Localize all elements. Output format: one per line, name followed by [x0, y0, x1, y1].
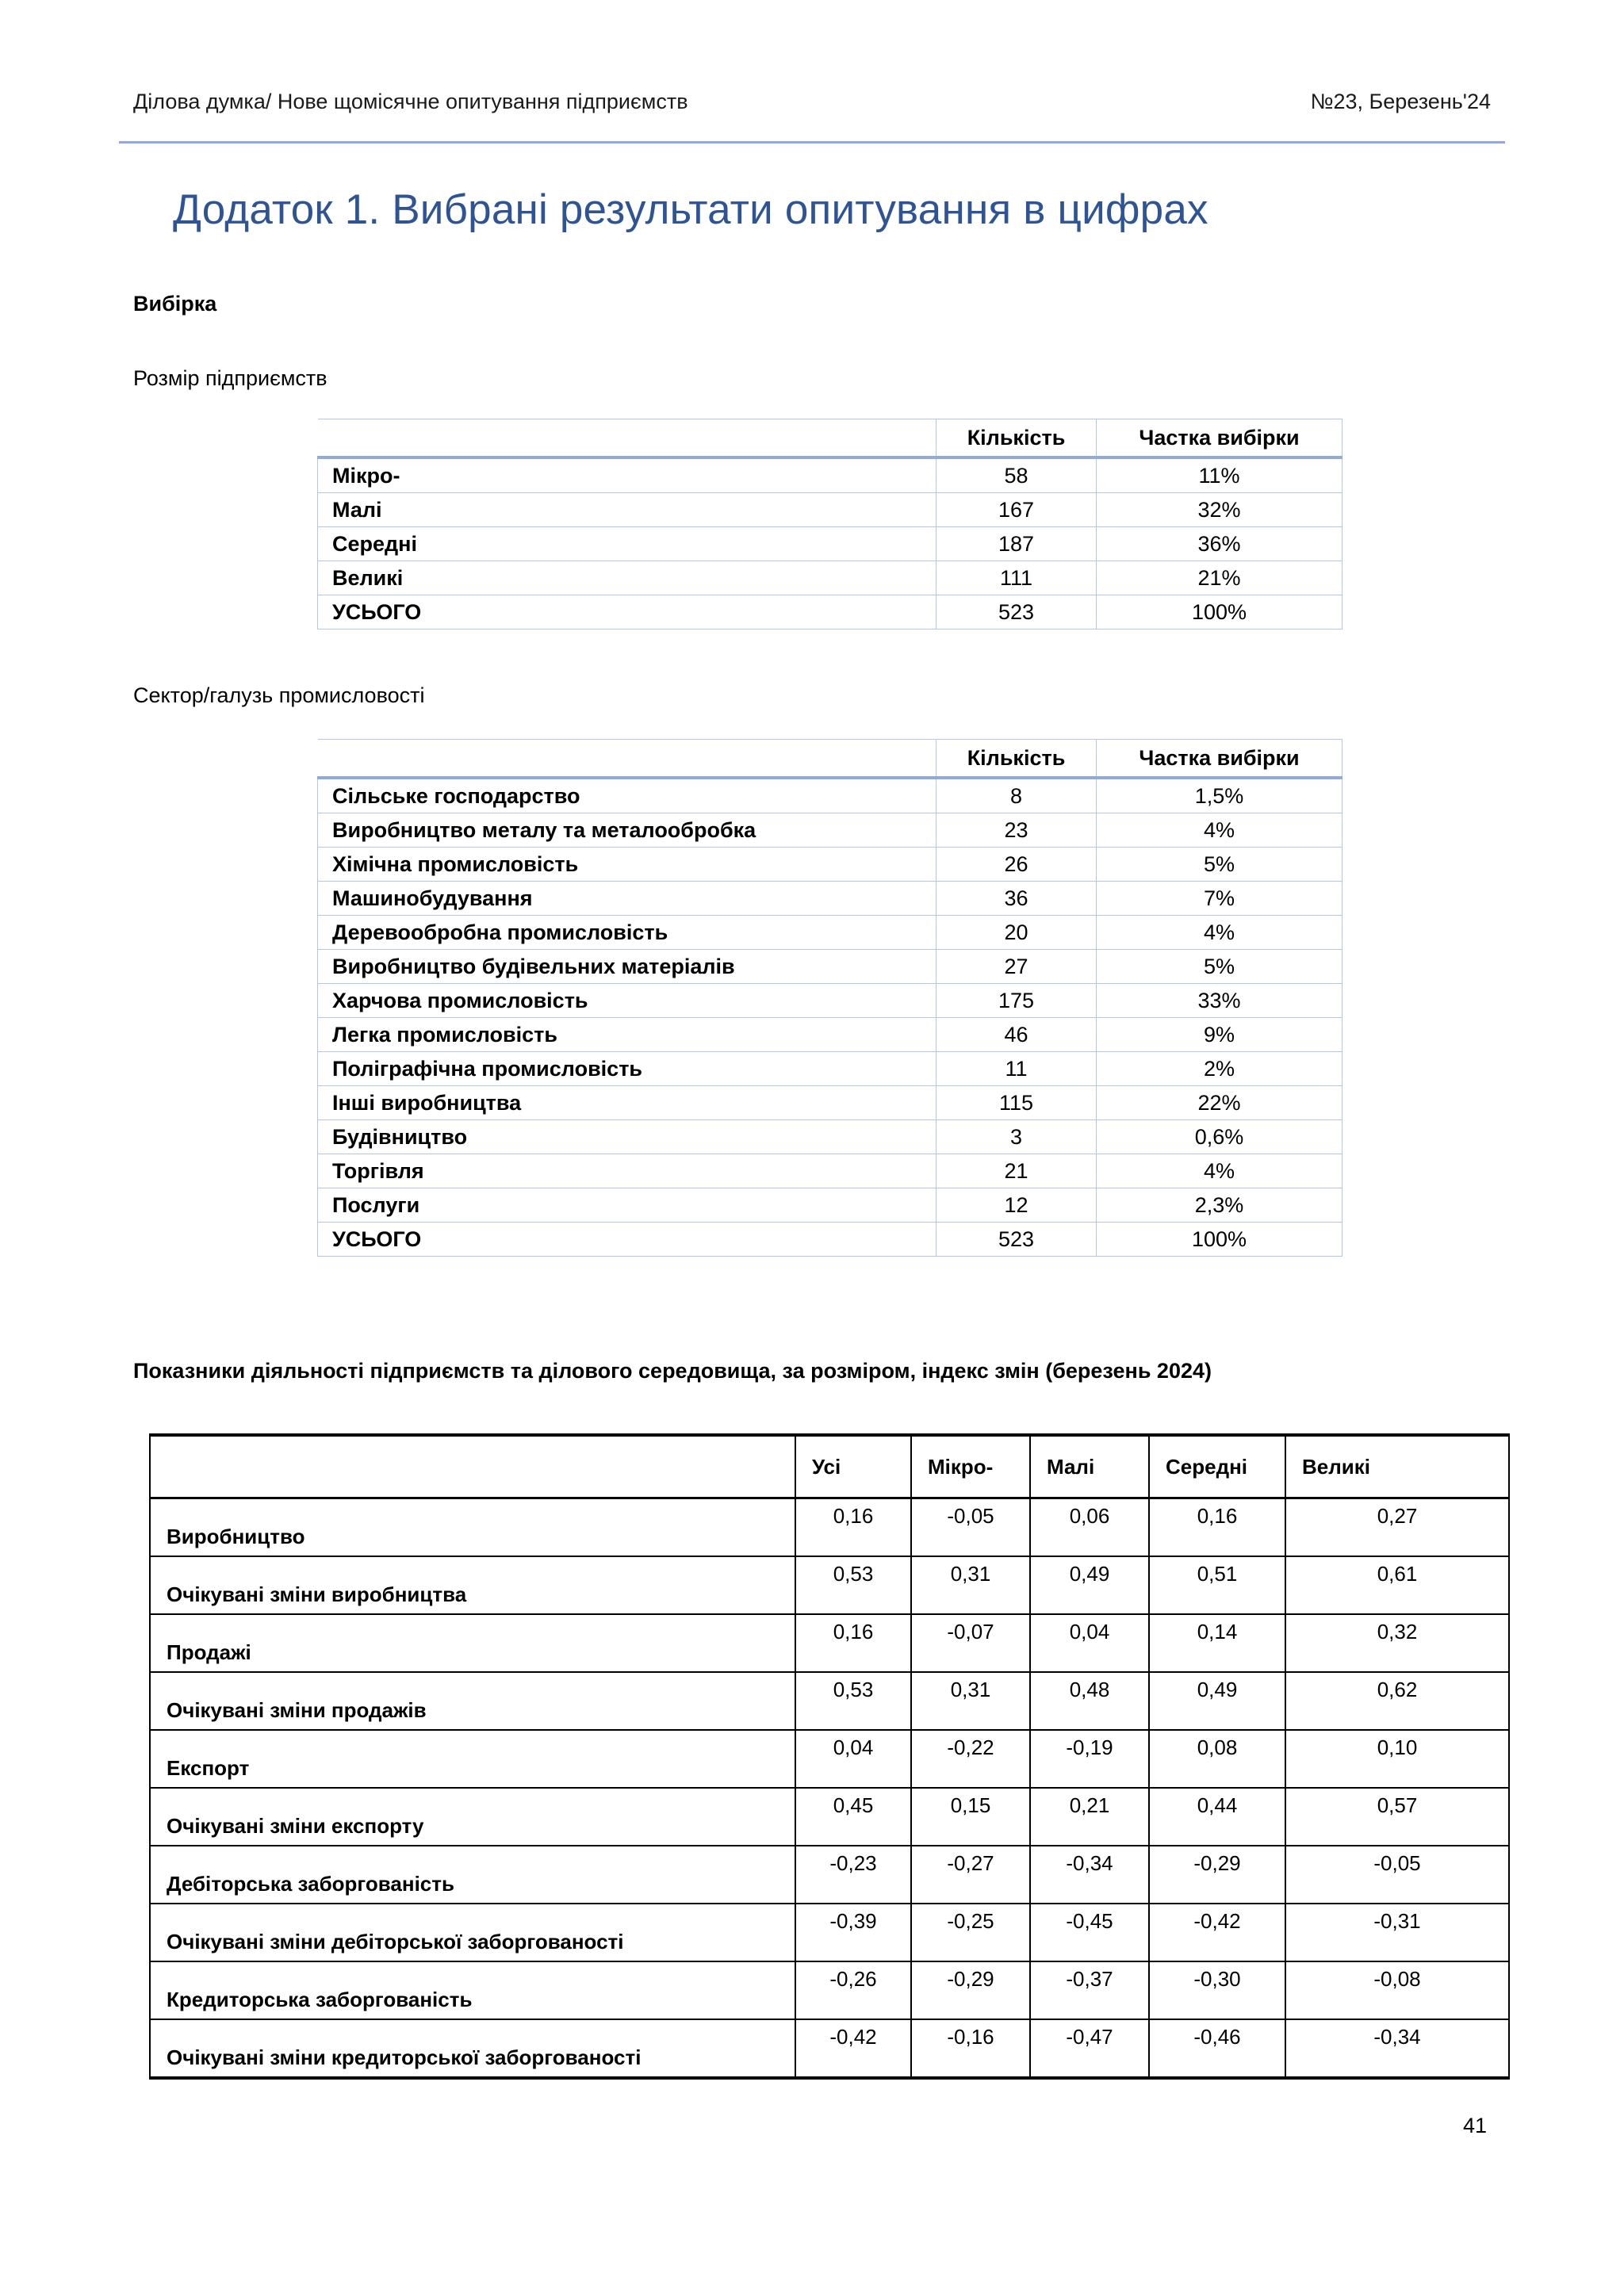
row-label: Очікувані зміни продажів — [150, 1672, 795, 1730]
cell-large: -0,08 — [1285, 1961, 1509, 2019]
cell-large: 0,10 — [1285, 1730, 1509, 1788]
table-row — [150, 1672, 1509, 1730]
row-label: Мікро- — [318, 457, 936, 493]
row-label-total: УСЬОГО — [318, 595, 936, 629]
table-row — [318, 778, 1342, 813]
row-label: Торгівля — [318, 1154, 936, 1188]
cell-small: 0,04 — [1030, 1614, 1149, 1672]
cell-count: 187 — [936, 527, 1097, 561]
cell-large: -0,34 — [1285, 2019, 1509, 2078]
cell-medium: 0,16 — [1149, 1498, 1285, 1557]
enterprise-size-table — [317, 419, 1342, 629]
cell-all: -0,39 — [795, 1904, 911, 1961]
cell-count: 46 — [936, 1018, 1097, 1052]
section-heading-sample: Вибірка — [133, 292, 217, 316]
cell-large: 0,32 — [1285, 1614, 1509, 1672]
cell-share: 32% — [1097, 493, 1342, 527]
cell-count: 167 — [936, 493, 1097, 527]
table-row — [150, 1498, 1509, 1557]
enterprise-size-table-body — [318, 457, 1342, 629]
cell-medium: 0,14 — [1149, 1614, 1285, 1672]
table-row — [318, 1018, 1342, 1052]
cell-micro: 0,15 — [911, 1788, 1030, 1846]
row-label: Виробництво металу та металообробка — [318, 813, 936, 848]
table-row — [318, 1052, 1342, 1086]
column-header-count: Кількість — [936, 740, 1097, 779]
row-label: Середні — [318, 527, 936, 561]
cell-all: -0,26 — [795, 1961, 911, 2019]
table-row — [150, 1788, 1509, 1846]
table-row — [318, 813, 1342, 848]
column-header-blank — [318, 419, 936, 458]
cell-small: 0,49 — [1030, 1556, 1149, 1614]
table-row-total — [318, 595, 1342, 629]
cell-share: 9% — [1097, 1018, 1342, 1052]
cell-large: 0,62 — [1285, 1672, 1509, 1730]
table-row — [150, 2019, 1509, 2078]
page-number: 41 — [1462, 2114, 1488, 2137]
cell-share: 4% — [1097, 916, 1342, 950]
table-header-row — [150, 1435, 1509, 1498]
cell-count: 3 — [936, 1120, 1097, 1154]
row-label: Хімічна промисловість — [318, 848, 936, 882]
table-row — [150, 1961, 1509, 2019]
column-header-share: Частка вибірки — [1097, 740, 1342, 779]
row-label: Малі — [318, 493, 936, 527]
cell-all: 0,53 — [795, 1672, 911, 1730]
cell-medium: 0,08 — [1149, 1730, 1285, 1788]
table-row — [318, 561, 1342, 595]
cell-large: 0,27 — [1285, 1498, 1509, 1557]
row-label: Інші виробництва — [318, 1086, 936, 1120]
cell-share: 11% — [1097, 457, 1342, 493]
row-label-total: УСЬОГО — [318, 1223, 936, 1257]
column-header-share: Частка вибірки — [1097, 419, 1342, 458]
table-row — [318, 1188, 1342, 1223]
cell-large: 0,57 — [1285, 1788, 1509, 1846]
cell-micro: 0,31 — [911, 1672, 1030, 1730]
column-header-blank — [318, 740, 936, 779]
cell-share: 1,5% — [1097, 778, 1342, 813]
cell-share: 2% — [1097, 1052, 1342, 1086]
table-row — [318, 984, 1342, 1018]
cell-share: 22% — [1097, 1086, 1342, 1120]
row-label: Очікувані зміни експорту — [150, 1788, 795, 1846]
cell-share: 4% — [1097, 1154, 1342, 1188]
row-label: Продажі — [150, 1614, 795, 1672]
header-divider-rule — [119, 141, 1505, 144]
cell-medium: 0,51 — [1149, 1556, 1285, 1614]
sector-industry-table — [317, 739, 1342, 1257]
cell-share: 2,3% — [1097, 1188, 1342, 1223]
cell-share-total: 100% — [1097, 1223, 1342, 1257]
cell-count-total: 523 — [936, 595, 1097, 629]
cell-count: 27 — [936, 950, 1097, 984]
cell-share: 36% — [1097, 527, 1342, 561]
column-header-small: Малі — [1030, 1435, 1149, 1498]
cell-count: 36 — [936, 882, 1097, 916]
header-issue-date: №23, Березень'24 — [1310, 90, 1491, 113]
row-label: Очікувані зміни виробництва — [150, 1556, 795, 1614]
row-label: Виробництво — [150, 1498, 795, 1557]
cell-large: -0,05 — [1285, 1846, 1509, 1904]
cell-medium: -0,42 — [1149, 1904, 1285, 1961]
cell-small: 0,48 — [1030, 1672, 1149, 1730]
table-row — [318, 493, 1342, 527]
cell-all: 0,45 — [795, 1788, 911, 1846]
table-row — [318, 916, 1342, 950]
row-label: Послуги — [318, 1188, 936, 1223]
row-label: Очікувані зміни дебіторської заборгованості — [150, 1904, 795, 1961]
cell-medium: -0,30 — [1149, 1961, 1285, 2019]
section-heading-indicators: Показники діяльності підприємств та ділового середовища, за розміром, індекс змін (березень 2024) — [133, 1359, 1212, 1383]
table-row — [318, 457, 1342, 493]
cell-micro: -0,16 — [911, 2019, 1030, 2078]
cell-count: 175 — [936, 984, 1097, 1018]
cell-count: 12 — [936, 1188, 1097, 1223]
document-running-header — [133, 89, 1491, 114]
table-row — [318, 950, 1342, 984]
cell-large: -0,31 — [1285, 1904, 1509, 1961]
table-row — [150, 1556, 1509, 1614]
cell-small: -0,19 — [1030, 1730, 1149, 1788]
row-label: Сільське господарство — [318, 778, 936, 813]
cell-count: 11 — [936, 1052, 1097, 1086]
row-label: Харчова промисловість — [318, 984, 936, 1018]
column-header-all: Усі — [795, 1435, 911, 1498]
cell-count: 115 — [936, 1086, 1097, 1120]
indicators-table-body — [150, 1498, 1509, 2079]
cell-medium: -0,46 — [1149, 2019, 1285, 2078]
row-label: Дебіторська заборгованість — [150, 1846, 795, 1904]
row-label: Великі — [318, 561, 936, 595]
cell-medium: -0,29 — [1149, 1846, 1285, 1904]
row-label: Поліграфічна промисловість — [318, 1052, 936, 1086]
row-label: Очікувані зміни кредиторської заборгованості — [150, 2019, 795, 2078]
table-row — [318, 1086, 1342, 1120]
label-enterprise-size: Розмір підприємств — [133, 366, 327, 390]
cell-micro: 0,31 — [911, 1556, 1030, 1614]
column-header-large: Великі — [1285, 1435, 1509, 1498]
cell-large: 0,61 — [1285, 1556, 1509, 1614]
cell-count: 111 — [936, 561, 1097, 595]
cell-count-total: 523 — [936, 1223, 1097, 1257]
table-row — [150, 1846, 1509, 1904]
cell-small: -0,45 — [1030, 1904, 1149, 1961]
cell-all: -0,23 — [795, 1846, 911, 1904]
cell-count: 23 — [936, 813, 1097, 848]
column-header-count: Кількість — [936, 419, 1097, 458]
row-label: Будівництво — [318, 1120, 936, 1154]
cell-medium: 0,44 — [1149, 1788, 1285, 1846]
cell-micro: -0,25 — [911, 1904, 1030, 1961]
table-row — [150, 1904, 1509, 1961]
cell-share: 0,6% — [1097, 1120, 1342, 1154]
table-header-row — [318, 740, 1342, 779]
cell-small: 0,06 — [1030, 1498, 1149, 1557]
cell-share: 4% — [1097, 813, 1342, 848]
cell-share: 5% — [1097, 950, 1342, 984]
cell-small: -0,37 — [1030, 1961, 1149, 2019]
cell-micro: -0,22 — [911, 1730, 1030, 1788]
cell-share: 21% — [1097, 561, 1342, 595]
row-label: Машинобудування — [318, 882, 936, 916]
row-label: Експорт — [150, 1730, 795, 1788]
table-row — [318, 882, 1342, 916]
cell-small: 0,21 — [1030, 1788, 1149, 1846]
table-header-row — [318, 419, 1342, 458]
cell-share: 5% — [1097, 848, 1342, 882]
column-header-blank — [150, 1435, 795, 1498]
sector-industry-table-body — [318, 778, 1342, 1257]
cell-micro: -0,05 — [911, 1498, 1030, 1557]
page-title: Додаток 1. Вибрані результати опитування в цифрах — [173, 186, 1208, 233]
cell-small: -0,47 — [1030, 2019, 1149, 2078]
column-header-micro: Мікро- — [911, 1435, 1030, 1498]
cell-count: 21 — [936, 1154, 1097, 1188]
cell-count: 8 — [936, 778, 1097, 813]
table-row — [318, 1120, 1342, 1154]
cell-share: 33% — [1097, 984, 1342, 1018]
cell-count: 26 — [936, 848, 1097, 882]
table-row — [318, 848, 1342, 882]
cell-count: 20 — [936, 916, 1097, 950]
indicators-table — [149, 1433, 1510, 2080]
table-row — [318, 1154, 1342, 1188]
row-label: Деревообробна промисловість — [318, 916, 936, 950]
table-row — [150, 1730, 1509, 1788]
label-sector-industry: Сектор/галузь промисловості — [133, 683, 425, 707]
column-header-medium: Середні — [1149, 1435, 1285, 1498]
table-row — [150, 1614, 1509, 1672]
table-row-total — [318, 1223, 1342, 1257]
cell-all: 0,16 — [795, 1614, 911, 1672]
cell-small: -0,34 — [1030, 1846, 1149, 1904]
cell-share-total: 100% — [1097, 595, 1342, 629]
cell-micro: -0,07 — [911, 1614, 1030, 1672]
cell-all: 0,04 — [795, 1730, 911, 1788]
cell-all: 0,16 — [795, 1498, 911, 1557]
row-label: Кредиторська заборгованість — [150, 1961, 795, 2019]
cell-all: -0,42 — [795, 2019, 911, 2078]
cell-all: 0,53 — [795, 1556, 911, 1614]
cell-micro: -0,29 — [911, 1961, 1030, 2019]
cell-medium: 0,49 — [1149, 1672, 1285, 1730]
cell-micro: -0,27 — [911, 1846, 1030, 1904]
cell-share: 7% — [1097, 882, 1342, 916]
row-label: Виробництво будівельних матеріалів — [318, 950, 936, 984]
table-row — [318, 527, 1342, 561]
header-publication-title: Ділова думка/ Нове щомісячне опитування підприємств — [133, 90, 688, 113]
cell-count: 58 — [936, 457, 1097, 493]
row-label: Легка промисловість — [318, 1018, 936, 1052]
